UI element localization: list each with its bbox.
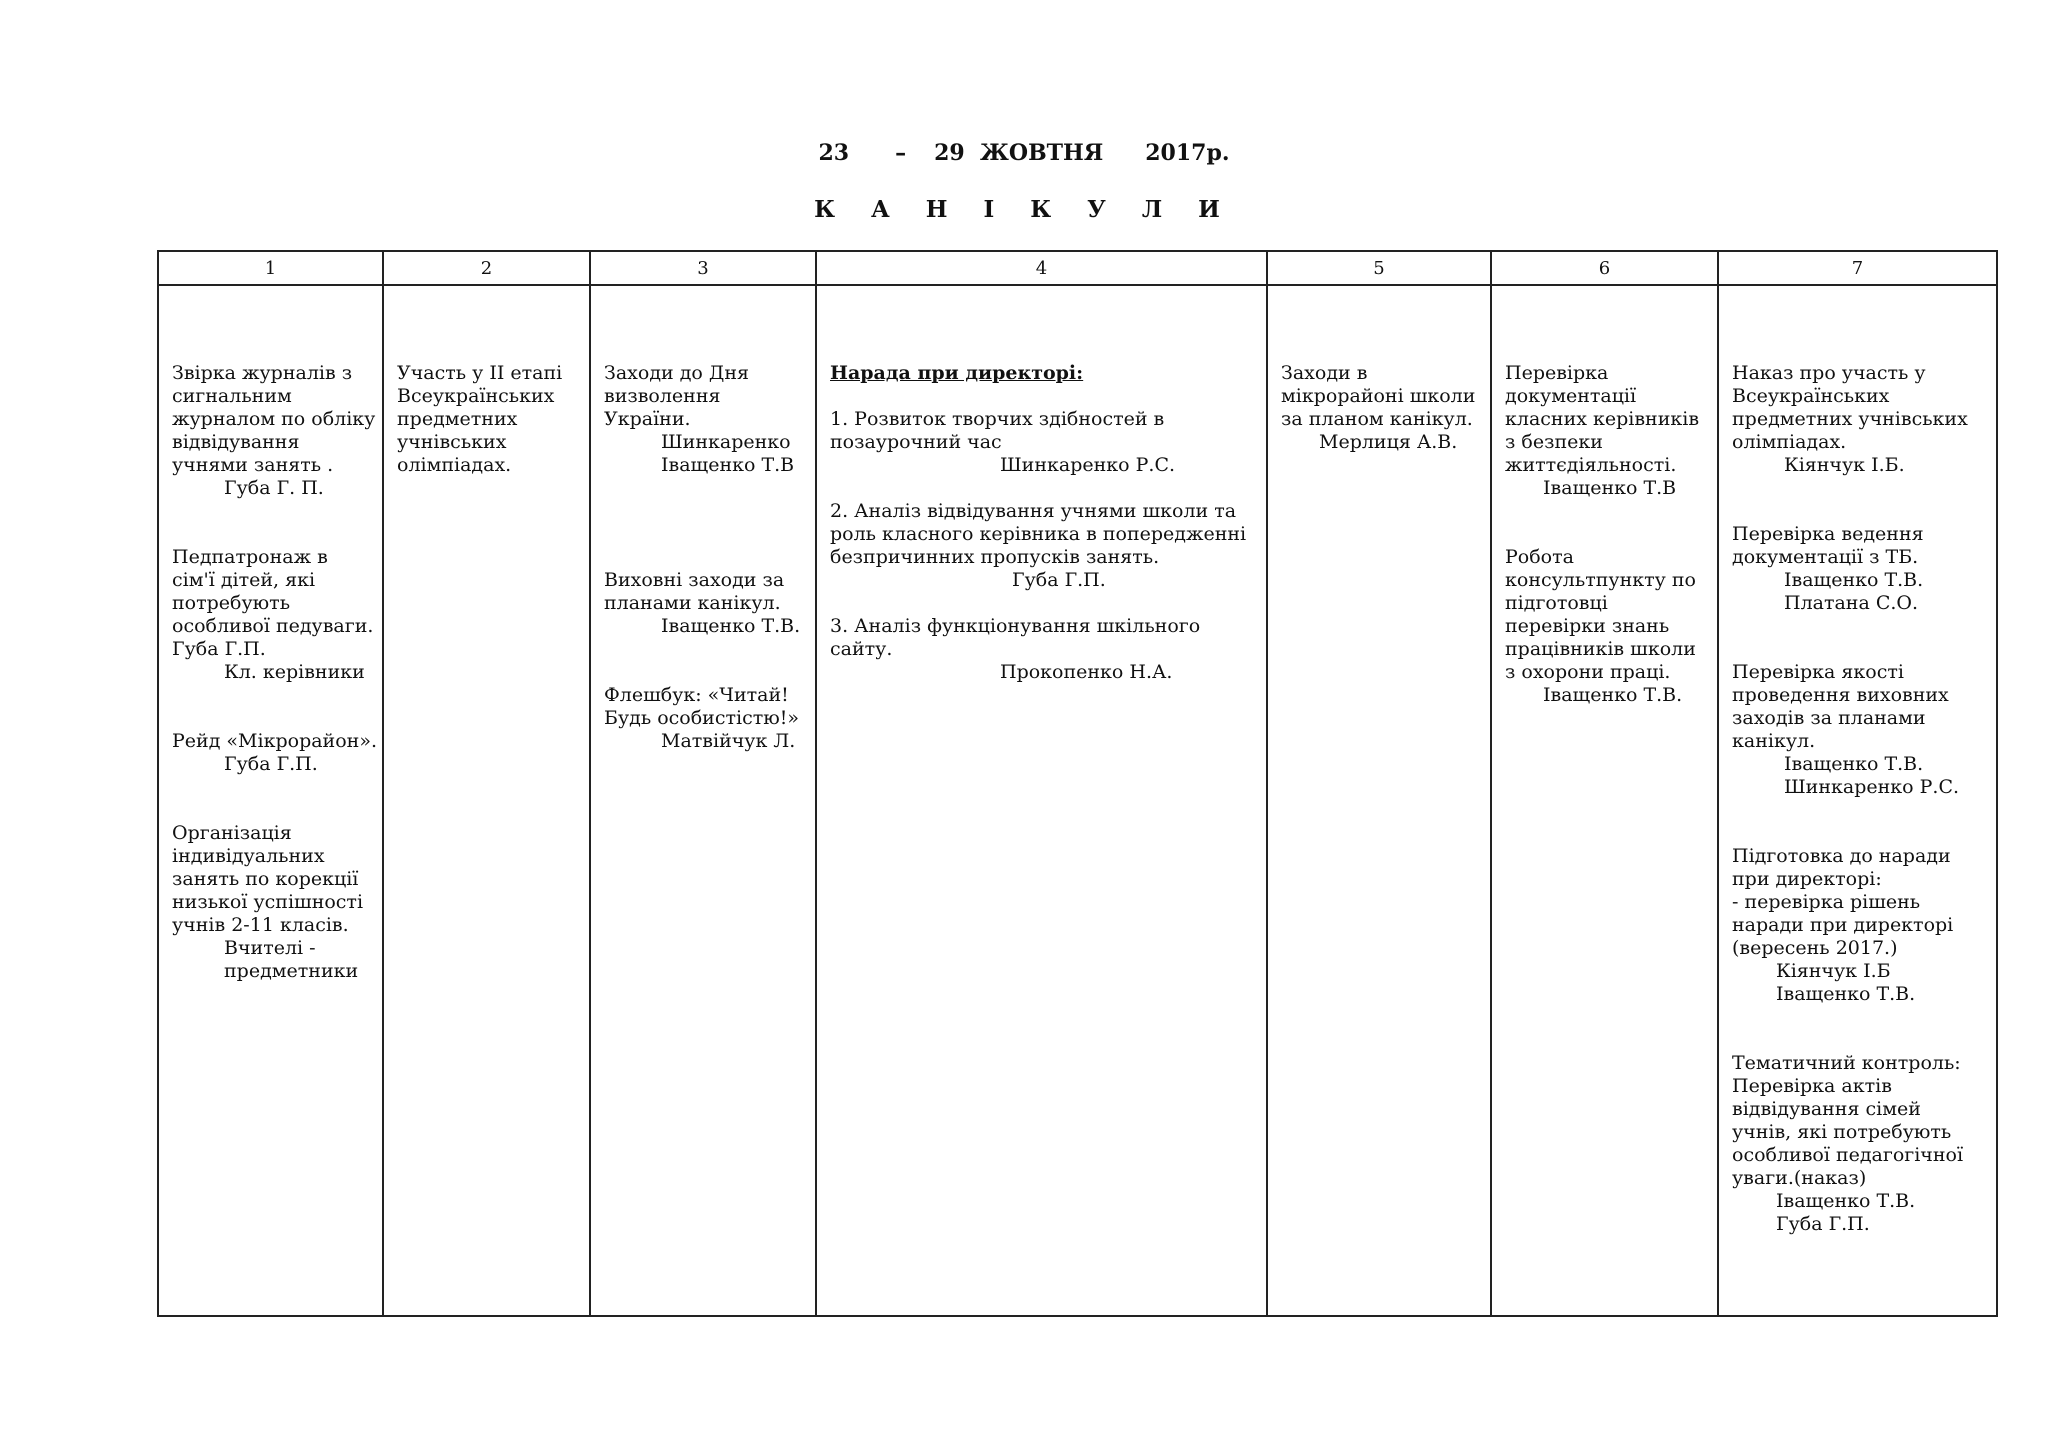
activity-item (1281, 362, 1486, 454)
activity-text: Тематичний контроль: Перевірка актів відвідування сімей учнів, які потребують особливої педагогічної уваги.(наказ) (1732, 1052, 1964, 1189)
activity-item (397, 362, 585, 477)
activity-item (1505, 362, 1713, 500)
responsible-person: Кіянчук І.Б Іващенко Т.В. (1776, 960, 1916, 1005)
activity-text: Педпатронаж в сім'ї дітей, які потребують особливої педуваги. Губа Г.П. (172, 546, 374, 660)
activity-text: Виховні заходи за планами канікул. (604, 569, 785, 614)
responsible-person: Мерлиця А.В. (1319, 431, 1458, 453)
responsible-person: Іващенко Т.В (1543, 477, 1677, 499)
activity-text: Нарада при директорі: (830, 362, 1084, 384)
date-from: 23 (818, 140, 850, 166)
column-header-4: 4 (816, 251, 1267, 285)
activity-text: Заходи в мікрорайоні школи за планом канікул. (1281, 362, 1476, 430)
activity-text: Заходи до Дня визволення України. (604, 362, 749, 430)
cell-column-4 (816, 285, 1267, 1316)
column-header-1: 1 (158, 251, 383, 285)
column-header-5: 5 (1267, 251, 1491, 285)
date-to: 29 (934, 140, 965, 166)
activity-text: Підготовка до наради при директорі: - перевірка рішень наради при директорі (вересень 2017.) (1732, 845, 1954, 959)
responsible-person: Губа Г.П. (224, 753, 318, 775)
activity-text: Участь у II етапі Всеукраїнських предметних учнівських олімпіадах. (397, 362, 563, 476)
activity-item (830, 408, 1262, 477)
activity-item (604, 569, 811, 638)
activity-item (1732, 845, 1992, 1006)
cell-column-6 (1491, 285, 1718, 1316)
page-title: К А Н І К У Л И (814, 196, 1234, 223)
activity-text: Флешбук: «Читай! Будь особистістю!» (604, 684, 800, 729)
activity-item (172, 822, 378, 983)
activity-text: 2. Аналіз відвідування учнями школи та роль класного керівника в попередженні безпричинних пропусків занять. (830, 500, 1247, 568)
column-header-3: 3 (590, 251, 816, 285)
responsible-person: Іващенко Т.В. Платана С.О. (1784, 569, 1924, 614)
activity-text: Звірка журналів з сигнальним журналом по обліку відвідування учнями занять . (172, 362, 376, 476)
cell-column-3 (590, 285, 816, 1316)
date-year: 2017р. (1145, 140, 1230, 166)
responsible-person: Шинкаренко Іващенко Т.В (661, 431, 795, 476)
activity-text: Перевірка якості проведення виховних заходів за планами канікул. (1732, 661, 1949, 752)
activity-item (1732, 1052, 1992, 1236)
activity-item (172, 362, 378, 500)
date-range-heading (0, 140, 2048, 166)
responsible-person: Кл. керівники (224, 661, 365, 683)
cell-column-5 (1267, 285, 1491, 1316)
column-header-7: 7 (1718, 251, 1997, 285)
activity-item (830, 362, 1262, 385)
responsible-person: Губа Г. П. (224, 477, 324, 499)
activity-text: 1. Розвиток творчих здібностей в позаурочний час (830, 408, 1165, 453)
responsible-person: Іващенко Т.В. Губа Г.П. (1776, 1190, 1916, 1235)
activity-item (1732, 661, 1992, 799)
activity-item (830, 500, 1262, 592)
column-header-2: 2 (383, 251, 590, 285)
activity-text: 3. Аналіз функціонування шкільного сайту. (830, 615, 1201, 660)
activity-item (604, 362, 811, 477)
table-row (158, 285, 1997, 1316)
activity-item (1505, 546, 1713, 707)
activity-item (1732, 523, 1992, 615)
activity-plan-table (157, 250, 1998, 1317)
cell-column-7 (1718, 285, 1997, 1316)
responsible-person: Матвійчук Л. (661, 730, 796, 752)
activity-item (604, 684, 811, 753)
date-month: ЖОВТНЯ (980, 140, 1104, 166)
activity-item (830, 615, 1262, 684)
responsible-person: Прокопенко Н.А. (1000, 661, 1173, 683)
cell-column-2 (383, 285, 590, 1316)
activity-text: Наказ про участь у Всеукраїнських предметних учнівських олімпіадах. (1732, 362, 1968, 453)
column-header-6: 6 (1491, 251, 1718, 285)
activity-text: Організація індивідуальних занять по корекції низької успішності учнів 2-11 класів. (172, 822, 364, 936)
responsible-person: Іващенко Т.В. (1543, 684, 1683, 706)
activity-text: Робота консультпункту по підготовці перевірки знань працівників школи з охорони праці. (1505, 546, 1696, 683)
activity-text: Рейд «Мікрорайон». (172, 730, 377, 752)
activity-item (1732, 362, 1992, 477)
activity-text: Перевірка документації класних керівників з безпеки життєдіяльності. (1505, 362, 1700, 476)
date-dash: – (895, 140, 907, 166)
activity-item (172, 730, 378, 776)
responsible-person: Губа Г.П. (1012, 569, 1106, 591)
cell-column-1 (158, 285, 383, 1316)
activity-text: Перевірка ведення документації з ТБ. (1732, 523, 1924, 568)
responsible-person: Іващенко Т.В. (661, 615, 801, 637)
activity-item (172, 546, 378, 684)
responsible-person: Шинкаренко Р.С. (1000, 454, 1176, 476)
responsible-person: Іващенко Т.В. Шинкаренко Р.С. (1784, 753, 1960, 798)
responsible-person: Кіянчук І.Б. (1784, 454, 1905, 476)
column-number-row (158, 251, 1997, 285)
responsible-person: Вчителі - предметники (224, 937, 359, 982)
